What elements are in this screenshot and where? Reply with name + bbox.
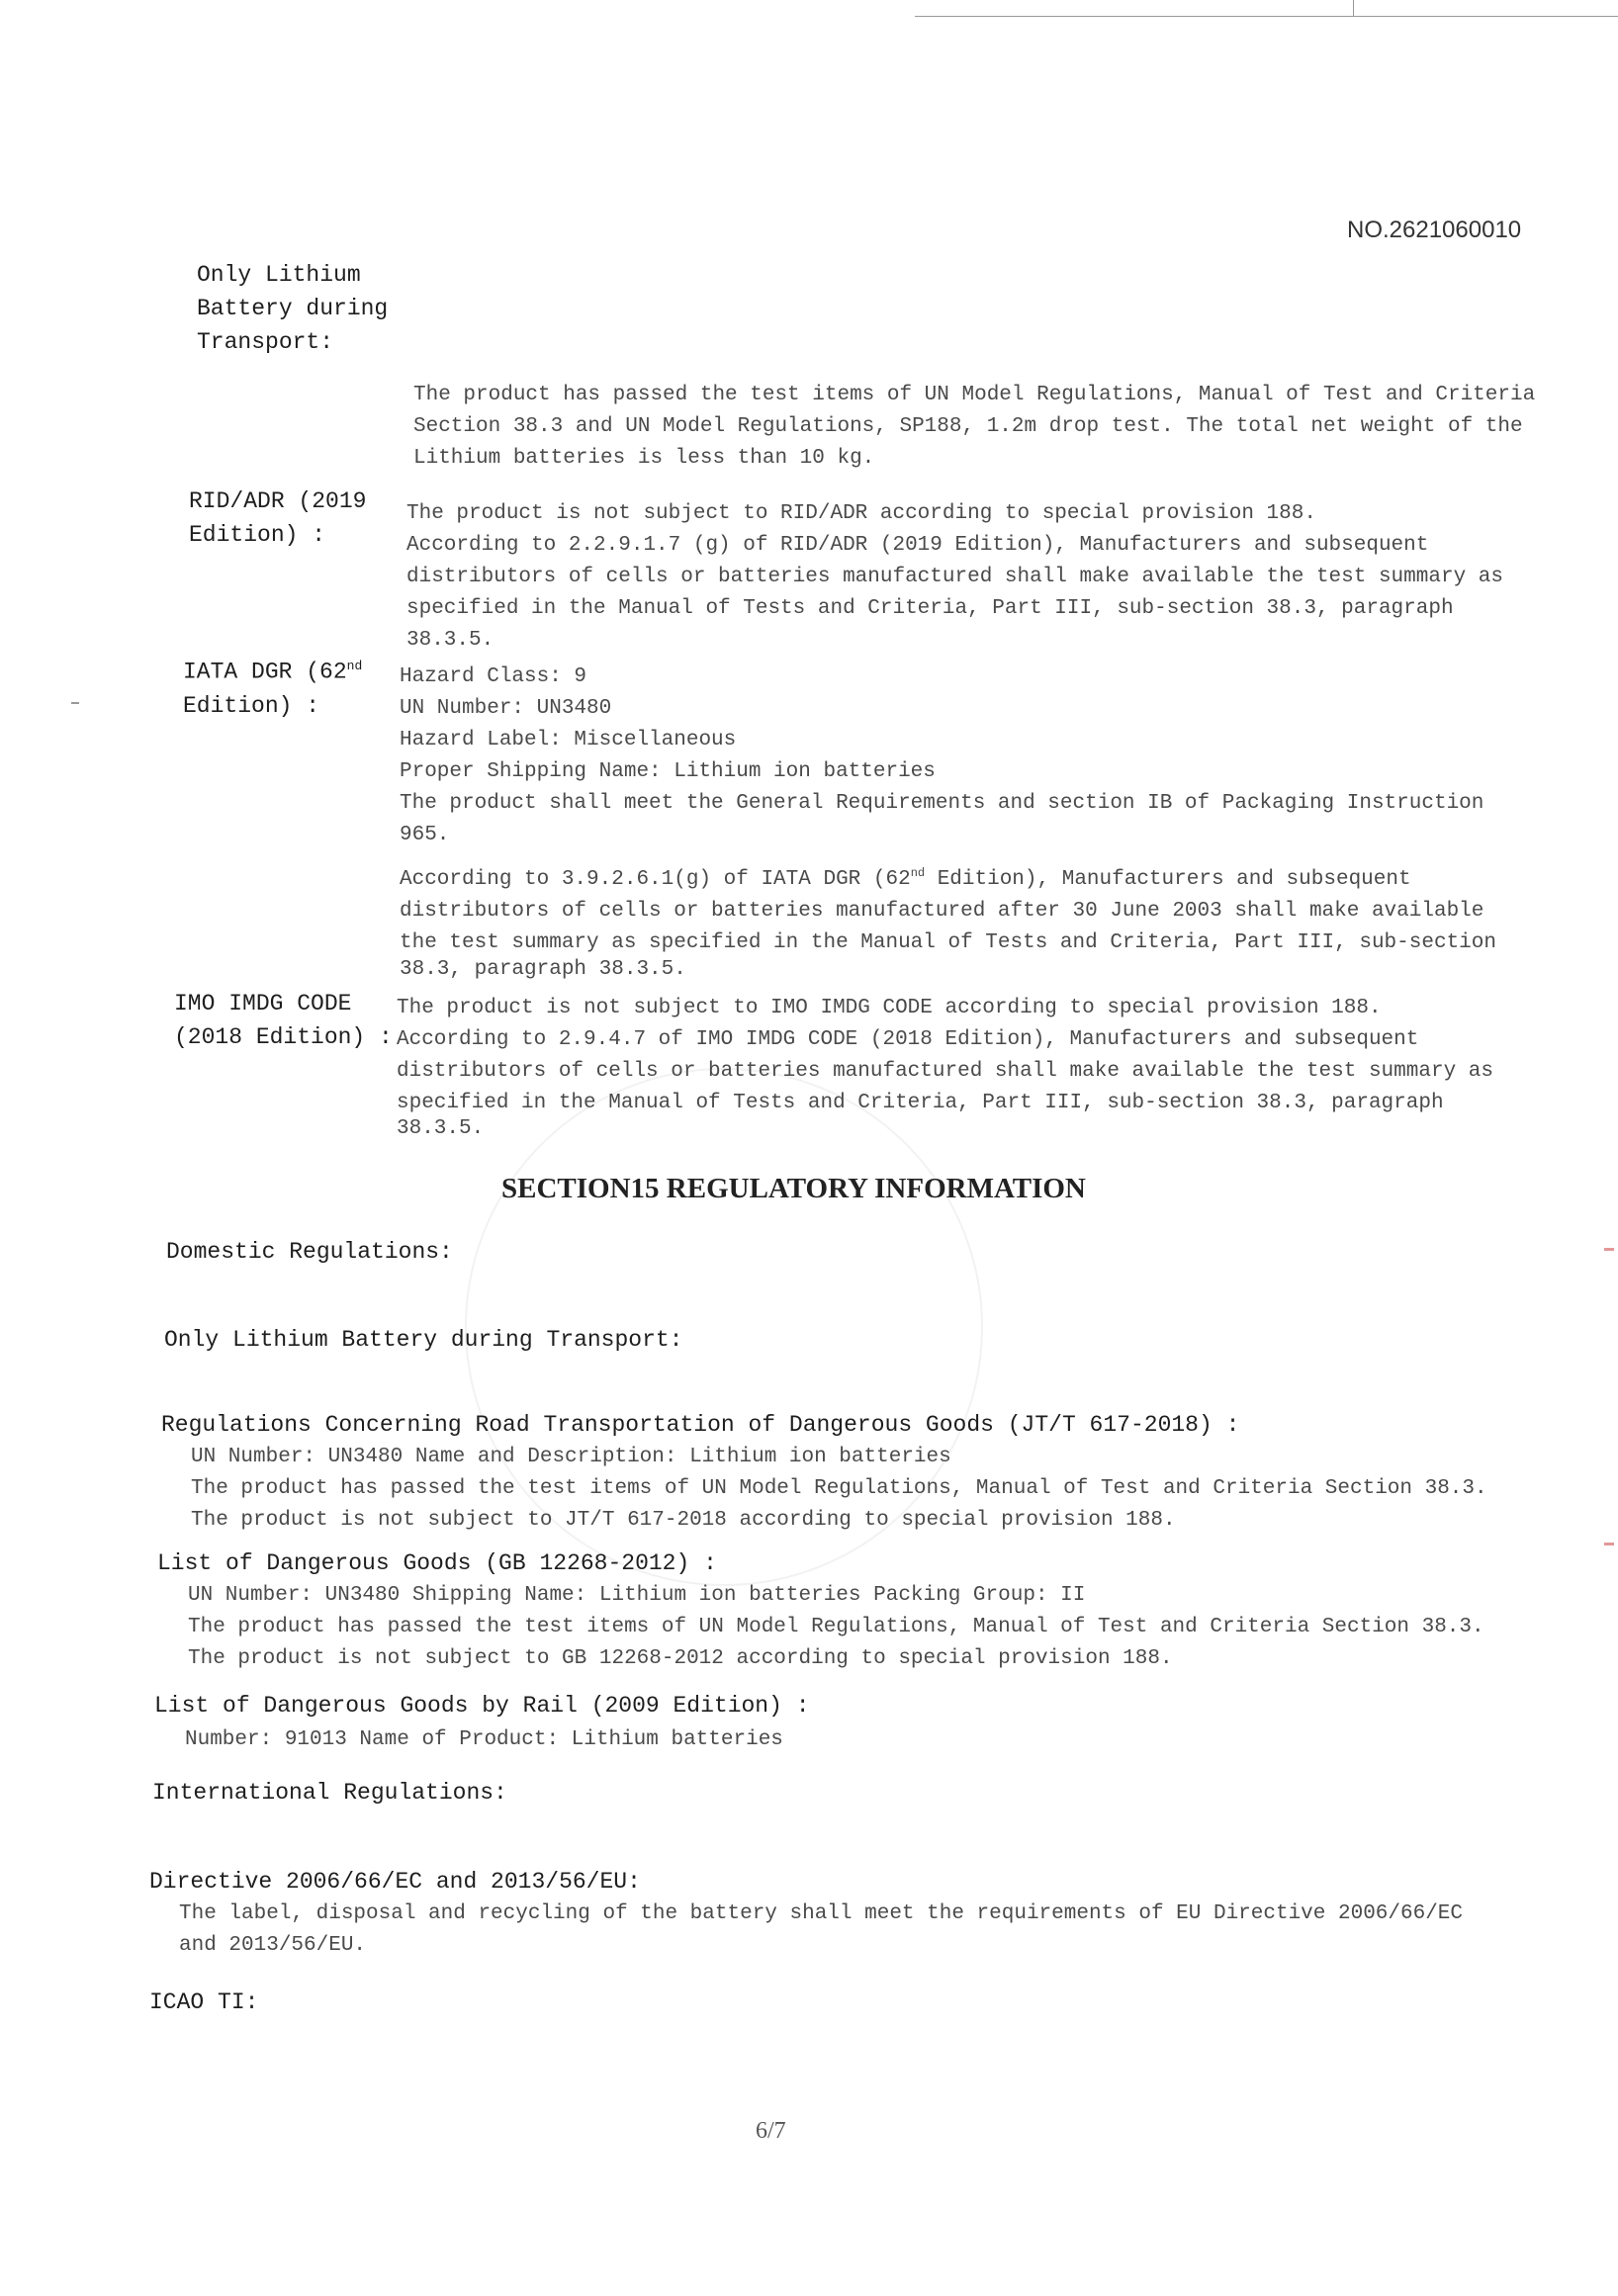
label-line: Transport: <box>197 329 334 355</box>
text-span: According to 3.9.2.6.1(g) of IATA DGR (62 <box>400 868 911 891</box>
text-line: The product shall meet the General Requirements and section IB of Packaging Instruction <box>400 792 1484 815</box>
text-line: Hazard Class: 9 <box>400 665 587 688</box>
text-line: The product is not subject to JT/T 617-2018 according to special provision 188. <box>191 1509 1176 1532</box>
margin-mark <box>71 702 79 704</box>
text-line: 965. <box>400 824 450 846</box>
text-span: Edition), Manufacturers and subsequent <box>925 868 1411 891</box>
section-15-title: SECTION15 REGULATORY INFORMATION <box>501 1173 1086 1204</box>
text-line: According to 2.9.4.7 of IMO IMDG CODE (2018 Edition), Manufacturers and subsequent <box>397 1028 1419 1051</box>
icao-ti-heading: ICAO TI: <box>149 1989 259 2015</box>
page-number: 6/7 <box>756 2118 786 2144</box>
road-transport-heading: Regulations Concerning Road Transportation of Dangerous Goods (JT/T 617-2018) : <box>161 1412 1240 1438</box>
text-line: 38.3.5. <box>406 629 494 652</box>
only-lithium-heading: Only Lithium Battery during Transport: <box>164 1327 683 1353</box>
superscript: nd <box>346 659 363 673</box>
label-line: Edition) : <box>183 692 320 719</box>
text-line: specified in the Manual of Tests and Criteria, Part III, sub-section 38.3, paragraph <box>397 1092 1444 1114</box>
text-line: 38.3.5. <box>397 1117 485 1140</box>
rid-adr-label <box>189 485 366 552</box>
eu-directive-text <box>179 1899 1463 1962</box>
label-line: Edition) : <box>189 522 326 548</box>
document-number: NO.2621060010 <box>1347 217 1522 243</box>
text-line: The product has passed the test items of UN Model Regulations, Manual of Test and Criteria Section 38.3. <box>191 1477 1487 1500</box>
label-line: RID/ADR (2019 <box>189 488 367 514</box>
text-line: The product is not subject to GB 12268-2012 according to special provision 188. <box>188 1647 1173 1670</box>
domestic-regulations-heading: Domestic Regulations: <box>166 1239 453 1265</box>
text-line: Hazard Label: Miscellaneous <box>400 729 737 751</box>
label-line: IMO IMDG CODE <box>174 991 352 1016</box>
text-line: The product is not subject to RID/ADR according to special provision 188. <box>406 502 1316 525</box>
edge-mark <box>1604 1248 1614 1251</box>
text-line: and 2013/56/EU. <box>179 1934 367 1957</box>
text-line: distributors of cells or batteries manufactured after 30 June 2003 shall make available <box>400 900 1484 923</box>
text-line: The product has passed the test items of UN Model Regulations, Manual of Test and Criteria Section 38.3. <box>188 1616 1484 1638</box>
eu-directive-heading: Directive 2006/66/EC and 2013/56/EU: <box>149 1869 641 1895</box>
text-line: distributors of cells or batteries manufactured shall make available the test summary as <box>406 566 1503 588</box>
text-line: Lithium batteries is less than 10 kg. <box>413 447 875 470</box>
only-lithium-label <box>197 258 388 359</box>
text-line: According to 2.2.9.1.7 (g) of RID/ADR (2019 Edition), Manufacturers and subsequent <box>406 534 1429 557</box>
label-line: Battery during <box>197 296 389 321</box>
road-transport-text <box>191 1442 1487 1537</box>
text-line: Proper Shipping Name: Lithium ion batteries <box>400 760 936 783</box>
text-line: specified in the Manual of Tests and Criteria, Part III, sub-section 38.3, paragraph <box>406 597 1454 620</box>
text-line: UN Number: UN3480 Name and Description: Lithium ion batteries <box>191 1446 951 1468</box>
text-line: Number: 91013 Name of Product: Lithium batteries <box>185 1728 783 1751</box>
gb-dangerous-goods-text <box>188 1580 1484 1675</box>
text-line: The product has passed the test items of UN Model Regulations, Manual of Test and Criteria <box>413 384 1536 406</box>
iata-dgr-label <box>183 650 362 723</box>
iata-dgr-text <box>400 662 1496 981</box>
text-line: The label, disposal and recycling of the battery shall meet the requirements of EU Directive 2006/66/EC <box>179 1902 1464 1925</box>
imo-imdg-label <box>174 987 393 1054</box>
gb-dangerous-goods-heading: List of Dangerous Goods (GB 12268-2012) : <box>157 1550 717 1576</box>
text-line: the test summary as specified in the Manual of Tests and Criteria, Part III, sub-section <box>400 931 1496 954</box>
international-regulations-heading: International Regulations: <box>152 1780 507 1806</box>
edge-mark <box>1604 1543 1614 1545</box>
label-text: IATA DGR (62 <box>183 659 347 685</box>
superscript: nd <box>910 866 926 880</box>
text-line: UN Number: UN3480 <box>400 697 612 720</box>
rid-adr-text <box>406 498 1503 657</box>
text-line: The product is not subject to IMO IMDG CODE according to special provision 188. <box>397 997 1382 1019</box>
text-line: 38.3, paragraph 38.3.5. <box>400 958 686 981</box>
imo-imdg-text <box>397 993 1493 1139</box>
text-line: distributors of cells or batteries manufactured shall make available the test summary as <box>397 1060 1493 1083</box>
rail-dangerous-goods-heading: List of Dangerous Goods by Rail (2009 Edition) : <box>154 1693 810 1719</box>
label-line: (2018 Edition) : <box>174 1024 393 1050</box>
label-line: Only Lithium <box>197 262 361 288</box>
text-line: UN Number: UN3480 Shipping Name: Lithium ion batteries Packing Group: II <box>188 1584 1086 1607</box>
top-border-line <box>915 0 1618 17</box>
transport-intro <box>413 380 1535 475</box>
text-line: Section 38.3 and UN Model Regulations, SP188, 1.2m drop test. The total net weight of the <box>413 415 1523 438</box>
rail-dangerous-goods-text <box>185 1724 783 1756</box>
